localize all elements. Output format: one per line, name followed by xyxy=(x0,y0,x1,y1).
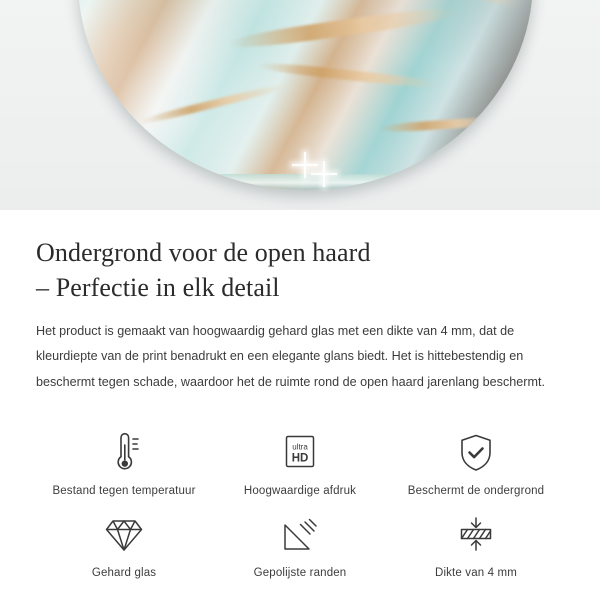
hero-image xyxy=(0,0,600,210)
page-title xyxy=(36,236,564,305)
ultra-hd-icon xyxy=(273,429,327,477)
round-glass-panel-image xyxy=(78,0,533,190)
feature-item-print-quality xyxy=(212,421,388,497)
thickness-4mm-icon xyxy=(449,511,503,559)
feature-item-thickness xyxy=(388,503,564,579)
headline-line-2: – Perfectie in elk detail xyxy=(36,272,280,302)
shield-check-icon xyxy=(449,429,503,477)
headline-line-1: Ondergrond voor de open haard xyxy=(36,238,371,267)
feature-item-tempered-glass xyxy=(36,503,212,579)
feature-grid xyxy=(36,421,564,579)
feature-item-temperature xyxy=(36,421,212,497)
content-area xyxy=(0,236,600,579)
feature-label-print-quality: Hoogwaardige afdruk xyxy=(243,484,357,497)
svg-text:HD: HD xyxy=(291,452,309,465)
feature-label-tempered-glass: Gehard glas xyxy=(91,566,157,579)
polished-edges-icon xyxy=(273,511,327,559)
feature-label-polished-edges: Gepolijste randen xyxy=(253,566,347,579)
feature-item-surface-protection xyxy=(388,421,564,497)
diamond-icon xyxy=(97,511,151,559)
svg-text:ultra: ultra xyxy=(292,442,308,452)
feature-label-temperature: Bestand tegen temperatuur xyxy=(52,484,196,497)
feature-item-polished-edges xyxy=(212,503,388,579)
feature-label-thickness: Dikte van 4 mm xyxy=(435,566,517,579)
feature-label-surface-protection: Beschermt de ondergrond xyxy=(407,484,545,497)
product-description-paragraph: Het product is gemaakt van hoogwaardig gehard glas met een dikte van 4 mm, dat de kleurdiepte van de print benadrukt en een elegante glans biedt. Het is hittebestendig en beschermt tegen schade, waardoor het de ruimte rond de open haard jarenlang beschermt. xyxy=(36,324,545,389)
thermometer-icon xyxy=(97,429,151,477)
